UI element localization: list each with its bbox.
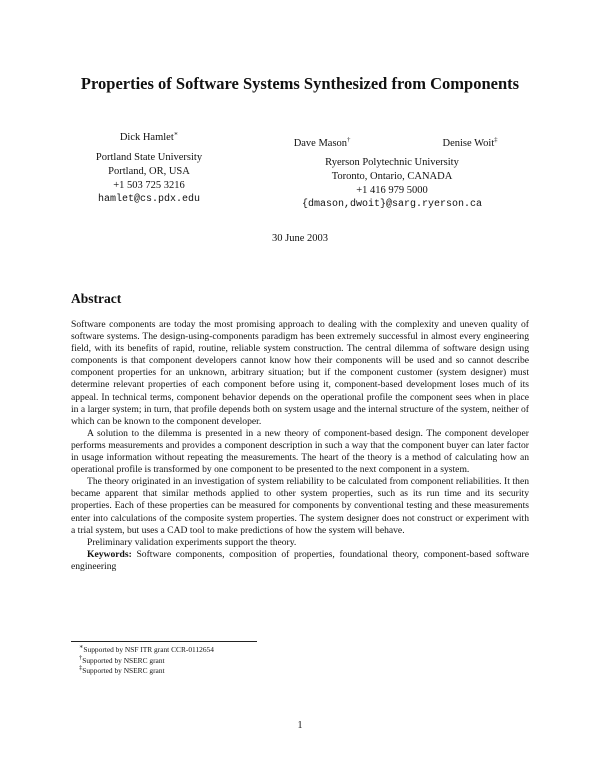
footnote-rule: [71, 641, 257, 642]
abstract-paragraph: A solution to the dilemma is presented in a new theory of component-based design. The component developer performs measurements and provides a component description in such a way that the component buyer can later factor in usage information without repeating the measurements. The heart of the theory is a method of calculating how an operational profile is transformed by one component to be presented to the next component in a system.: [71, 427, 529, 476]
abstract-paragraph: Software components are today the most promising approach to dealing with the complexity and uneven quality of software systems. The design-using-components paradigm has been extremely successful in almost every engineering field, with its benefits of rapid, routine, reliable system construction. The central dilemma of software design using components is that component developers cannot know how their components will be used and so cannot describe component properties for an unknown, arbitrary situation; but if the component customer (system designer) must determine relevant properties of each component before using it, component-based development loses much of its appeal. In technical terms, component behavior depends on the operational profile the component sees when in place in a larger system; in turn, that profile depends both on system usage and the internal structure of the system, neither of which can be known to the component developer.: [71, 319, 529, 427]
affiliation-line: Portland State University: [95, 152, 203, 163]
keywords-line: [71, 549, 529, 573]
footnote: †Supported by NSERC grant: [79, 654, 165, 665]
affiliation-line: Ryerson Polytechnic University: [325, 157, 459, 168]
author-name: Dick Hamlet∗: [119, 130, 179, 143]
shared-email: {dmason,dwoit}@sarg.ryerson.ca: [301, 199, 483, 210]
affiliation-line: Toronto, Ontario, CANADA: [331, 171, 453, 182]
author-name-mason: Dave Mason†: [293, 136, 351, 149]
author-block-hamlet: [64, 131, 234, 207]
keywords-label: Keywords:: [87, 548, 132, 560]
paper-date: 30 June 2003: [272, 233, 328, 244]
abstract-paragraph: Preliminary validation experiments support the theory.: [87, 536, 297, 548]
page-number: 1: [297, 720, 303, 731]
footnote: ∗Supported by NSF ITR grant CCR-0112654: [79, 643, 214, 654]
author-name-woit: Denise Woit‡: [442, 136, 498, 149]
author-email: hamlet@cs.pdx.edu: [97, 194, 201, 205]
footnote: ‡Supported by NSERC grant: [79, 664, 165, 675]
affiliation-line: Portland, OR, USA: [108, 166, 190, 177]
paper-title: Properties of Software Systems Synthesized from Components: [80, 74, 520, 93]
abstract-paragraph: The theory originated in an investigation of system reliability to be calculated from component reliabilities. It then became apparent that similar methods applied to other system properties, such as its run time and its security properties. Each of these properties can be measured for components by conventional testing and these measurements enter into calculations of the composite system properties. The system designer does not construct or experiment with a trial system, but uses a CAD tool to make predictions of how the system will behave.: [71, 476, 529, 536]
footnotes: [71, 645, 214, 677]
keywords-text: Software components, composition of properties, foundational theory, component-based software engineering: [71, 548, 529, 572]
phone-line: +1 416 979 5000: [356, 185, 428, 196]
shared-affiliation-block: [292, 156, 492, 212]
abstract-heading: Abstract: [71, 291, 122, 306]
phone-line: +1 503 725 3216: [113, 180, 185, 191]
abstract-body: [71, 319, 529, 573]
